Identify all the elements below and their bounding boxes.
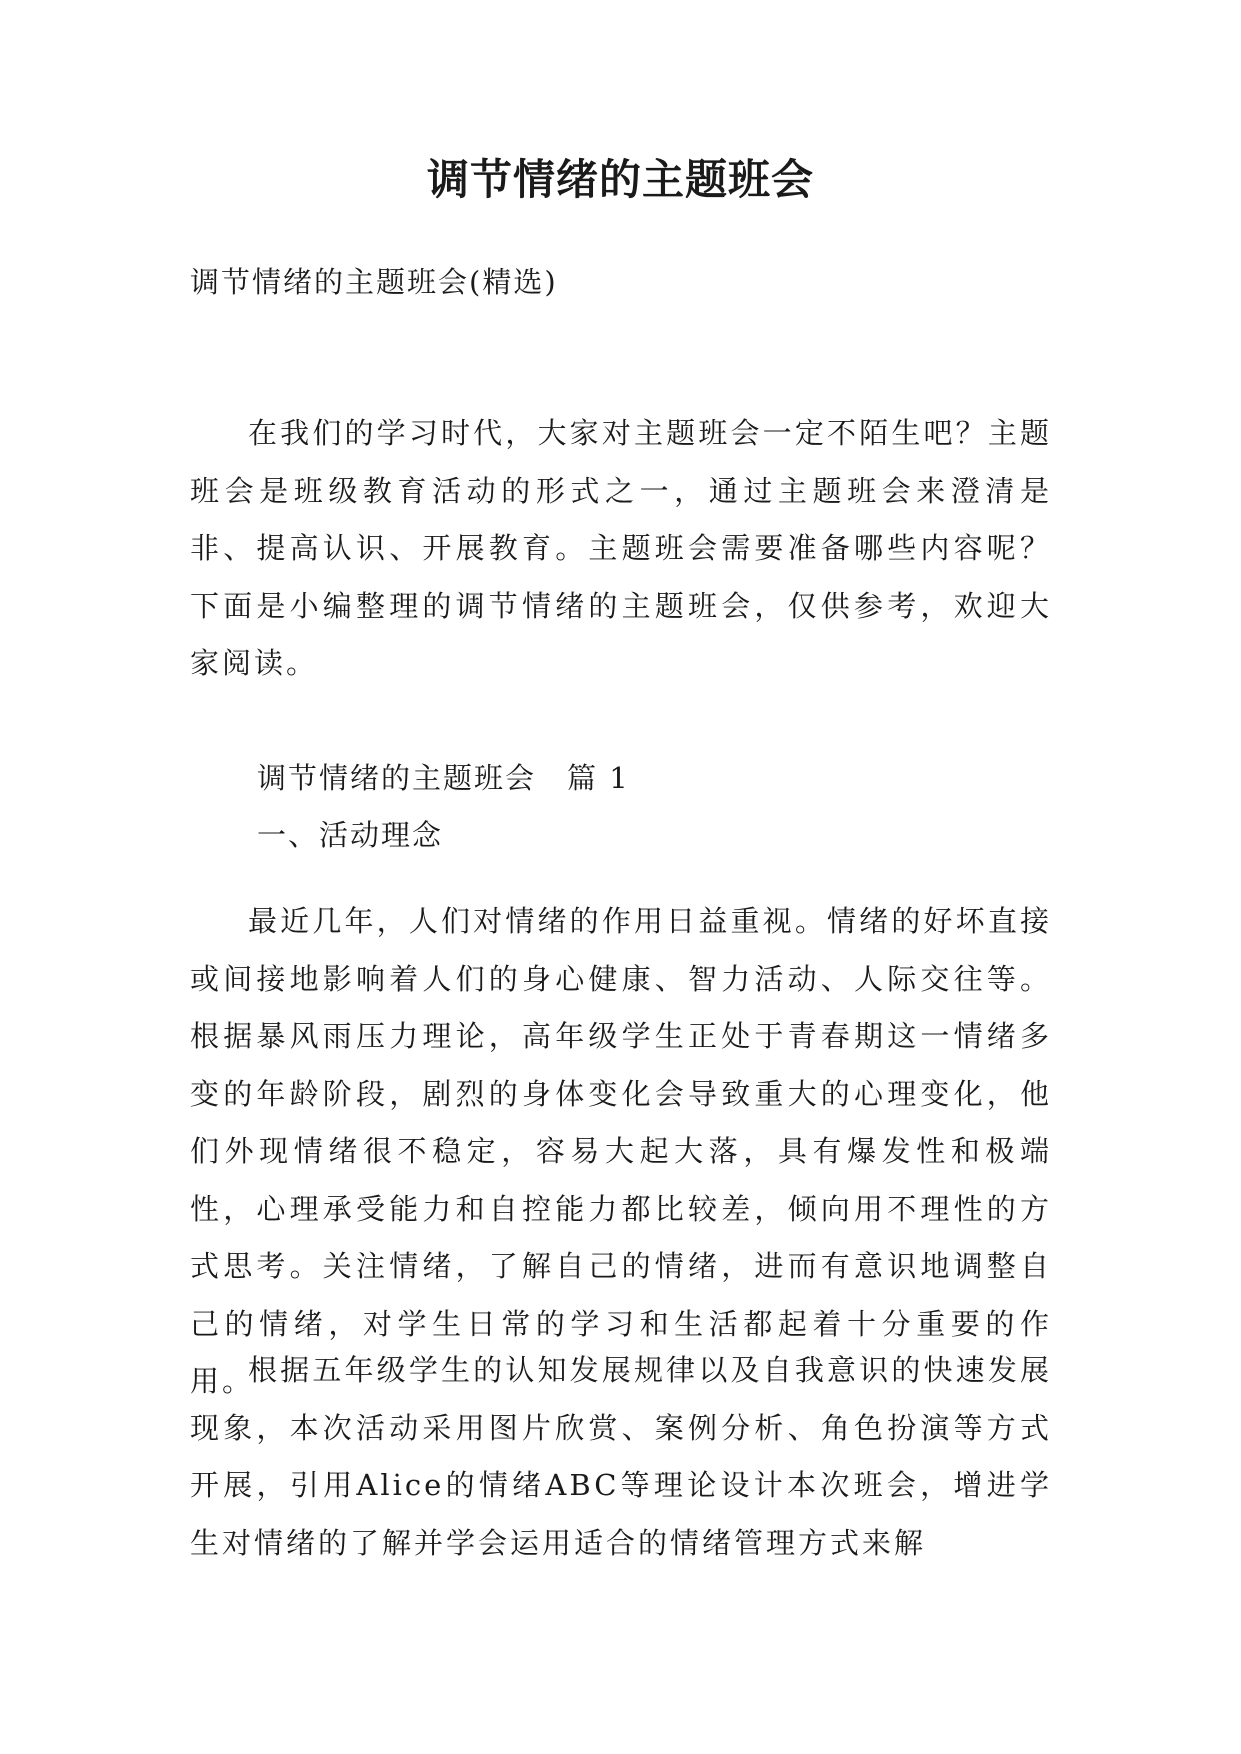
section-title: 调节情绪的主题班会 篇 1	[257, 761, 630, 795]
body-paragraph: 根据五年级学生的认知发展规律以及自我意识的快速发展现象，本次活动采用图片欣赏、案例分析、角色扮演等方式开展，引用Alice的情绪ABC等理论设计本次班会，增进学生对情绪的了解并学会运用适合的情绪管理方式来解	[190, 1353, 1052, 1560]
document-title: 调节情绪的主题班会	[426, 155, 814, 204]
document-subtitle: 调节情绪的主题班会(精选)	[190, 265, 558, 299]
intro-paragraph: 在我们的学习时代，大家对主题班会一定不陌生吧？主题班会是班级教育活动的形式之一，通过主题班会来澄清是非、提高认识、开展教育。主题班会需要准备哪些内容呢？下面是小编整理的调节情绪的主题班会，仅供参考，欢迎大家阅读。	[190, 416, 1052, 680]
section-heading: 一、活动理念	[257, 818, 444, 852]
body-paragraph: 最近几年，人们对情绪的作用日益重视。情绪的好坏直接或间接地影响着人们的身心健康、智力活动、人际交往等。根据暴风雨压力理论，高年级学生正处于青春期这一情绪多变的年龄阶段，剧烈的身体变化会导致重大的心理变化，他们外现情绪很不稳定，容易大起大落，具有爆发性和极端性，心理承受能力和自控能力都比较差，倾向用不理性的方式思考。关注情绪，了解自己的情绪，进而有意识地调整自己的情绪，对学生日常的学习和生活都起着十分重要的作用。	[190, 904, 1052, 1398]
